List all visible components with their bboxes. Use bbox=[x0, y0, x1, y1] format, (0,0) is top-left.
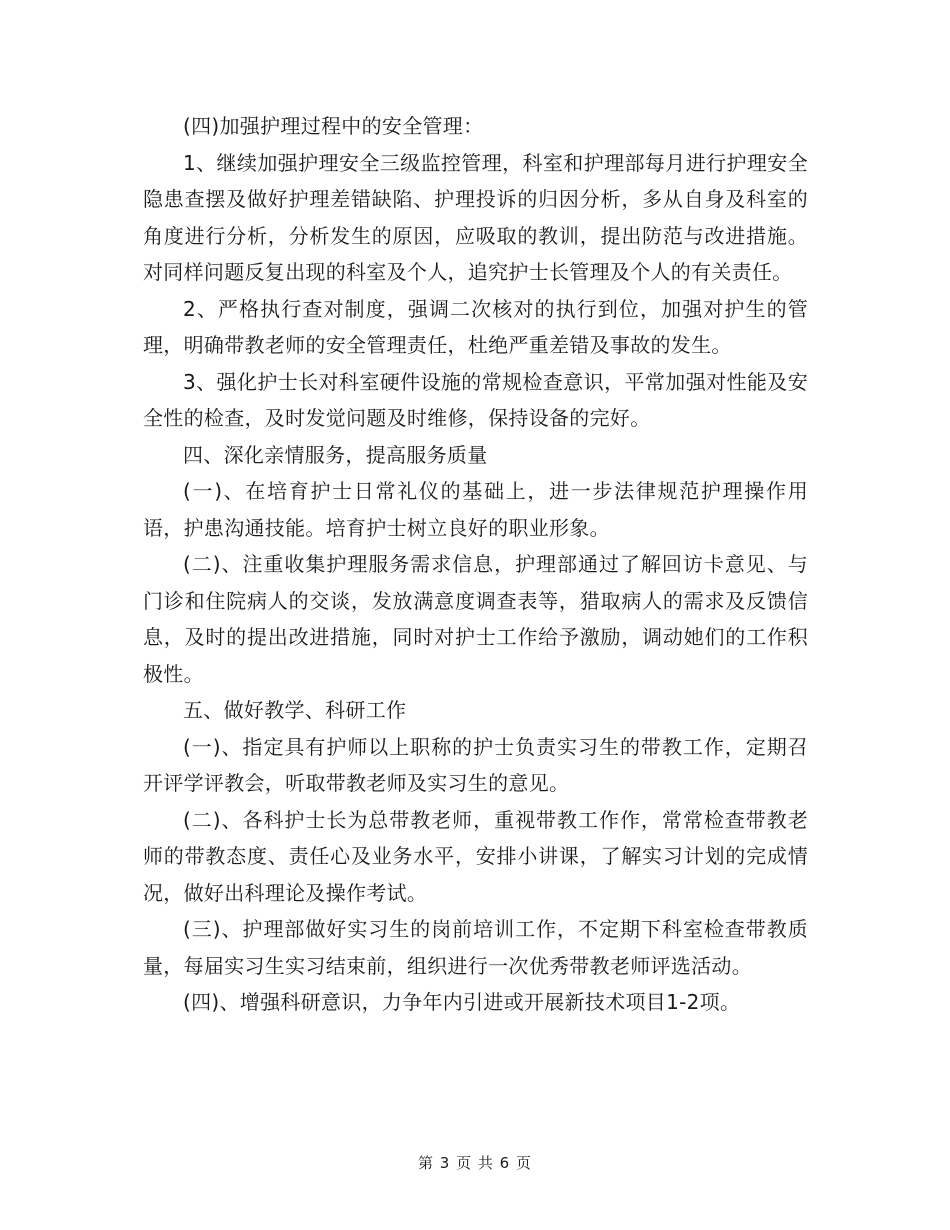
page-number-footer: 第 3 页 共 6 页 bbox=[418, 1154, 532, 1172]
document-body bbox=[143, 108, 808, 1021]
section-heading-four: 四、深化亲情服务，提高服务质量 bbox=[183, 442, 488, 467]
paragraph-five-sub-4: (四)、增强科研意识，力争年内引进或开展新技术项目1-2项。 bbox=[183, 990, 741, 1014]
section-heading-five: 五、做好教学、科研工作 bbox=[183, 698, 407, 722]
paragraph-five-sub-3: (三)、护理部做好实习生的岗前培训工作，不定期下科室检查带教质量，每届实习生实习结束前，组织进行一次优秀带教老师评选活动。 bbox=[143, 917, 808, 978]
paragraph-five-sub-2: (二)、各科护士长为总带教老师，重视带教工作作，常常检查带教老师的带教态度、责任心及业务水平，安排小讲课，了解实习计划的完成情况，做好出科理论及操作考试。 bbox=[143, 807, 808, 905]
paragraph-item-1: 1、继续加强护理安全三级监控管理，科室和护理部每月进行护理安全隐患查摆及做好护理差错缺陷、护理投诉的归因分析，多从自身及科室的角度进行分析，分析发生的原因，应吸取的教训，提出防范与改进措施。对同样问题反复出现的科室及个人，追究护士长管理及个人的有关责任。 bbox=[143, 150, 808, 284]
paragraph-four-sub-2: (二)、注重收集护理服务需求信息，护理部通过了解回访卡意见、与门诊和住院病人的交谈，发放满意度调查表等，猎取病人的需求及反馈信息，及时的提出改进措施，同时对护士工作给予激励，调动她们的工作积极性。 bbox=[143, 552, 808, 686]
paragraph-section-heading-4: (四)加强护理过程中的安全管理： bbox=[183, 114, 484, 138]
paragraph-item-2: 2、严格执行查对制度，强调二次核对的执行到位，加强对护生的管理，明确带教老师的安全管理责任，杜绝严重差错及事故的发生。 bbox=[143, 296, 808, 357]
paragraph-five-sub-1: (一)、指定具有护师以上职称的护士负责实习生的带教工作，定期召开评学评教会，听取带教老师及实习生的意见。 bbox=[143, 734, 808, 795]
paragraph-item-3: 3、强化护士长对科室硬件设施的常规检查意识，平常加强对性能及安全性的检查，及时发觉问题及时维修，保持设备的完好。 bbox=[143, 369, 808, 430]
paragraph-four-sub-1: (一)、在培育护士日常礼仪的基础上，进一步法律规范护理操作用语，护患沟通技能。培育护士树立良好的职业形象。 bbox=[143, 479, 808, 540]
